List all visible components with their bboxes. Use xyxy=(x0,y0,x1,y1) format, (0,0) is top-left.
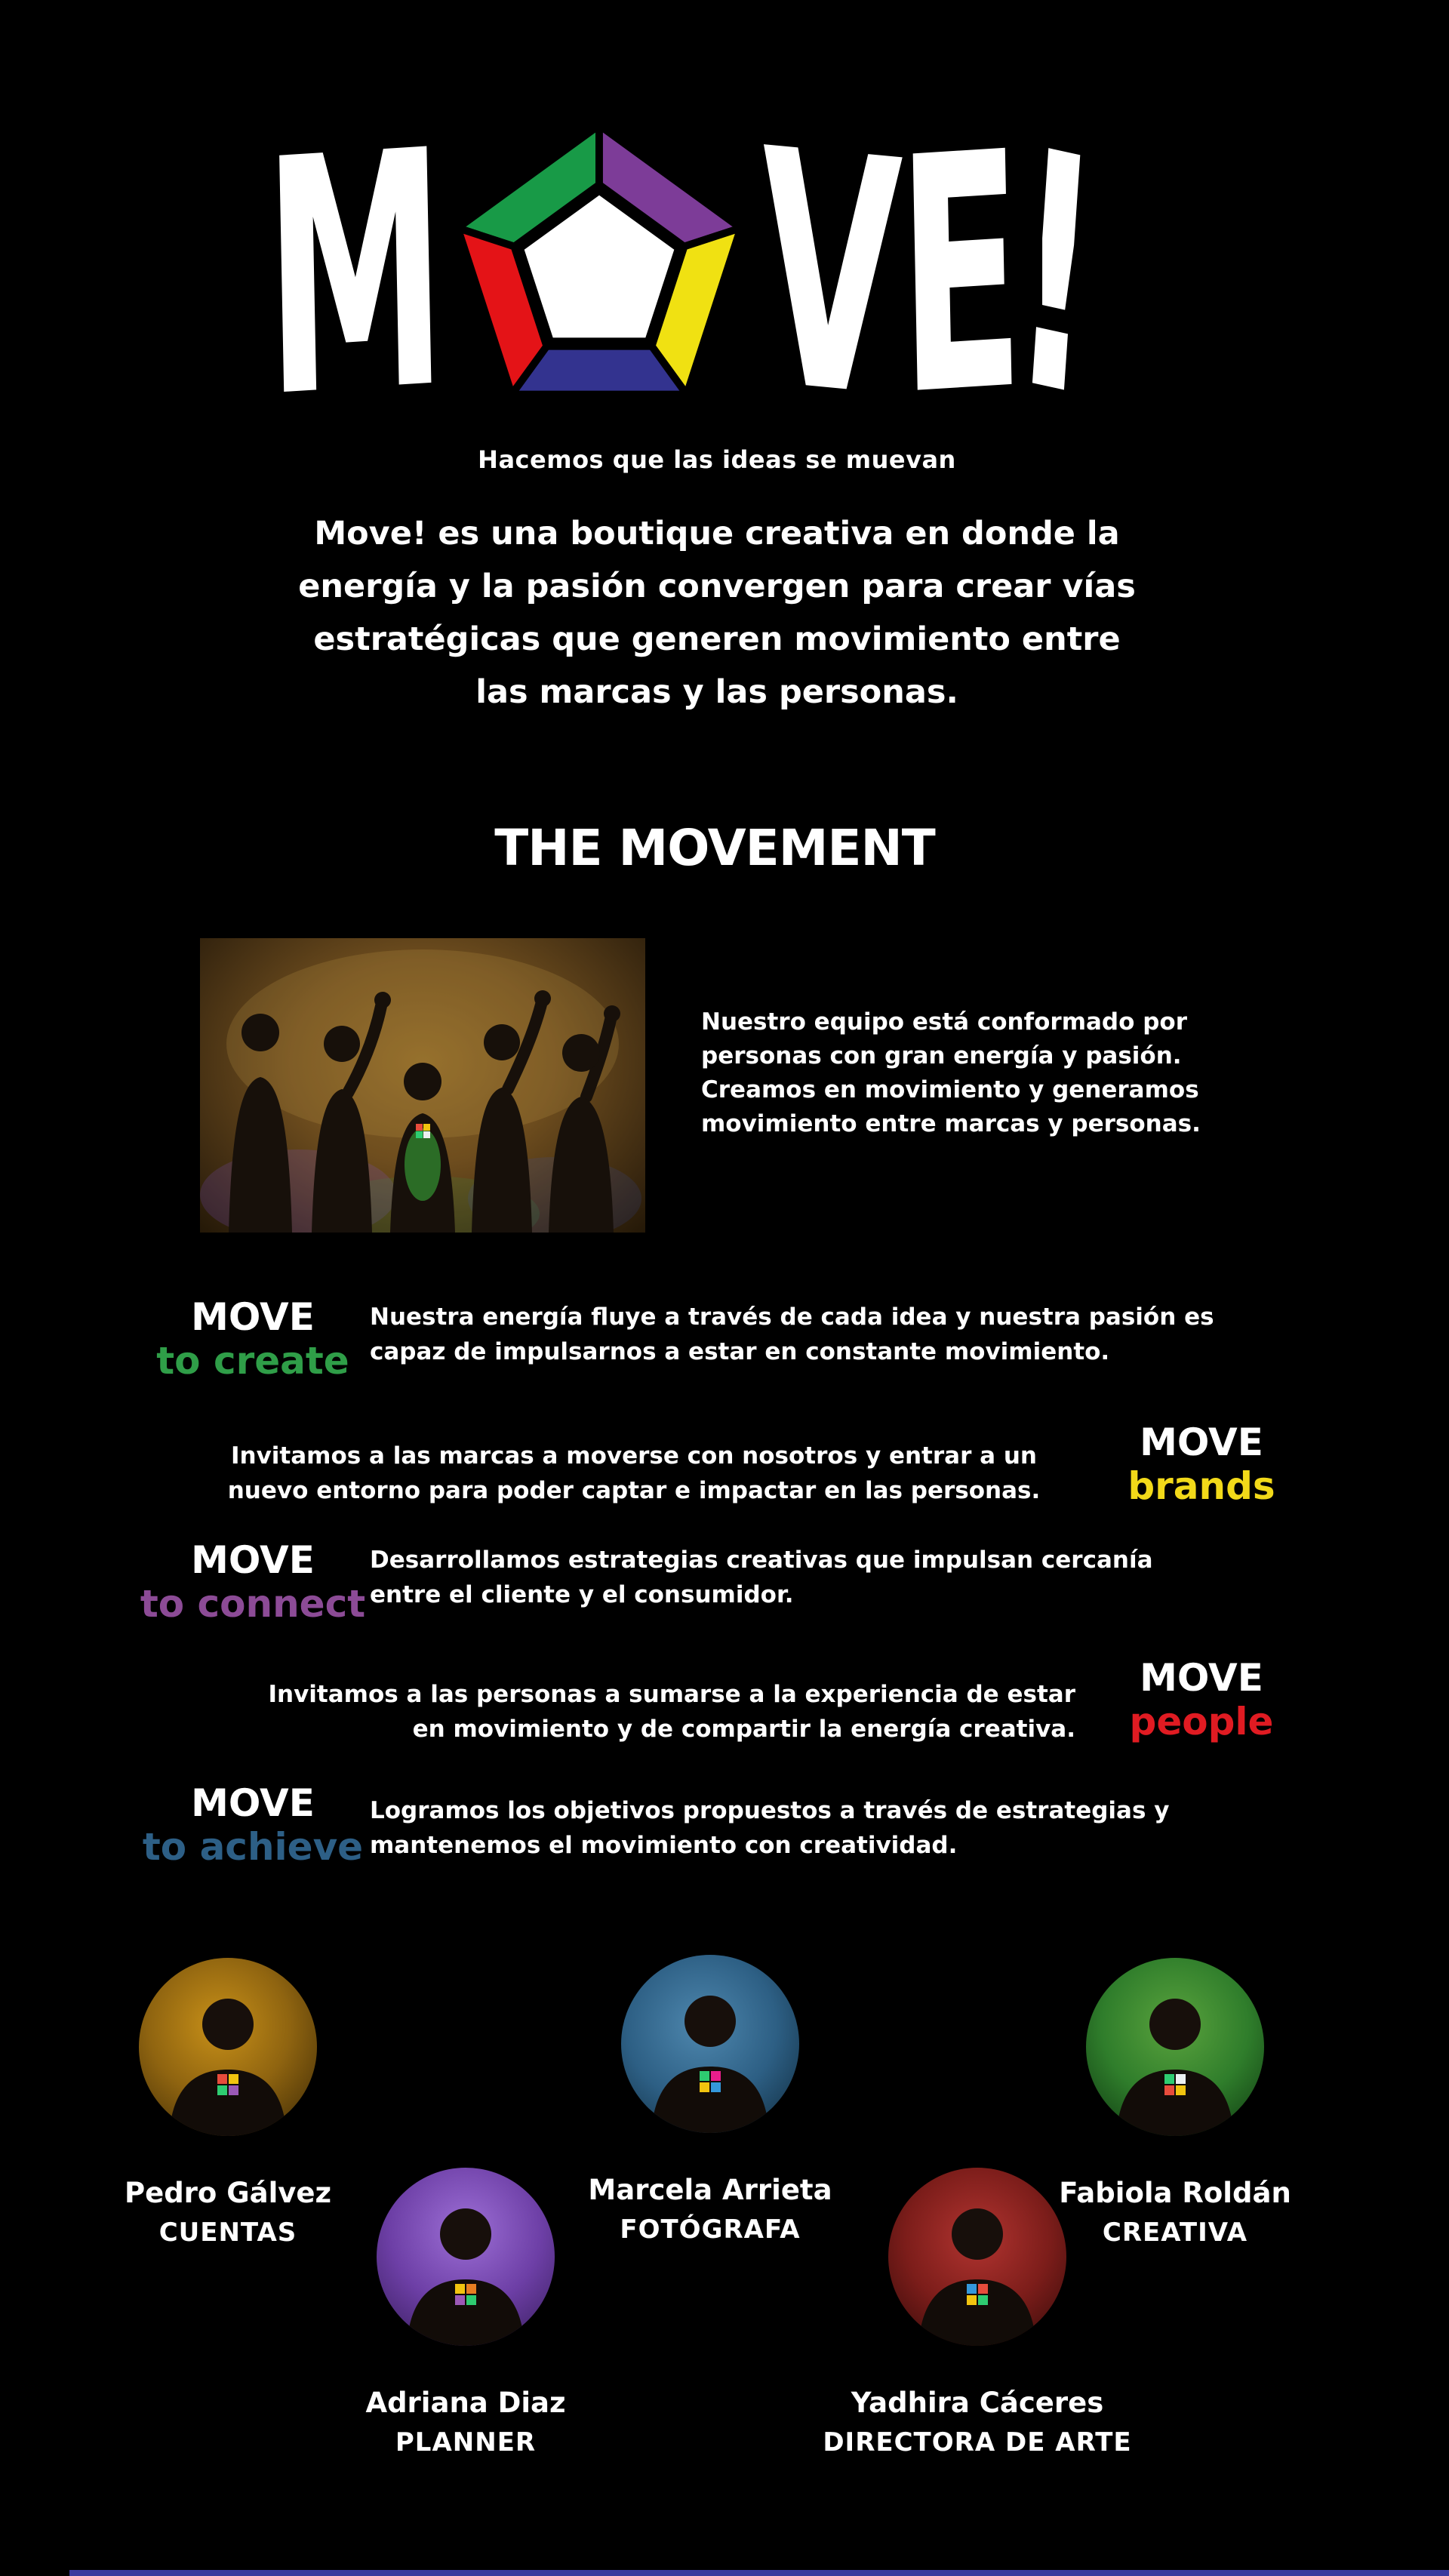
logo-letter-exclamation: ! xyxy=(1001,78,1110,472)
pillar-connect-move: MOVE xyxy=(191,1538,315,1582)
pillar-create-line: Nuestra energía fluye a través de cada idea y nuestra pasión es xyxy=(370,1303,1214,1331)
pillar-people-line: Invitamos a las personas a sumarse a la experiencia de estar xyxy=(268,1681,1075,1708)
person-silhouette-icon xyxy=(1086,1958,1264,2136)
pillar-achieve-move: MOVE xyxy=(191,1781,315,1825)
person-silhouette-icon xyxy=(139,1958,317,2136)
avatar-adriana xyxy=(377,2168,555,2346)
pillar-people-line: en movimiento y de compartir la energía creativa. xyxy=(412,1716,1075,1743)
team-group-photo-illustration xyxy=(200,938,645,1233)
pillar-people-move: MOVE xyxy=(1140,1656,1263,1700)
team-description-line: Creamos en movimiento y generamos xyxy=(701,1076,1199,1103)
section-heading-the-movement: THE MOVEMENT xyxy=(494,819,935,877)
pillar-brands-label xyxy=(1073,1420,1330,1508)
team-member-adriana xyxy=(292,2168,639,2458)
pillar-achieve-text xyxy=(370,1793,1306,1863)
pillar-achieve-line: mantenemos el movimiento con creatividad. xyxy=(370,1832,958,1859)
pillar-achieve-line: Logramos los objetivos propuestos a través de estrategias y xyxy=(370,1797,1170,1824)
pillar-create-label xyxy=(125,1295,381,1383)
intro-paragraph xyxy=(0,507,1434,719)
intro-line: las marcas y las personas. xyxy=(475,673,958,711)
avatar-pedro xyxy=(139,1958,317,2136)
logo-letter-v: V xyxy=(753,80,906,471)
avatar-marcela xyxy=(621,1955,799,2133)
pillar-people-label xyxy=(1073,1656,1330,1743)
pillar-create-line: capaz de impulsarnos a estar en constante movimiento. xyxy=(370,1338,1110,1365)
avatar-fabiola xyxy=(1086,1958,1264,2136)
bottom-accent-bar xyxy=(69,2570,1449,2576)
pillar-connect-line: Desarrollamos estrategias creativas que impulsan cercanía xyxy=(370,1547,1153,1574)
pillar-brands-move: MOVE xyxy=(1140,1420,1263,1464)
team-description-line: movimiento entre marcas y personas. xyxy=(701,1110,1201,1137)
intro-line: energía y la pasión convergen para crear vías xyxy=(298,568,1136,605)
pillar-people-sub: people xyxy=(1129,1700,1274,1743)
pillar-connect-line: entre el cliente y el consumidor. xyxy=(370,1581,794,1608)
person-silhouette-icon xyxy=(621,1955,799,2133)
avatar-yadhira xyxy=(888,2168,1066,2346)
pillar-brands-text xyxy=(185,1439,1083,1508)
pillar-achieve-sub: to achieve xyxy=(142,1825,364,1869)
pillar-connect-text xyxy=(370,1543,1253,1612)
team-description xyxy=(701,1005,1305,1141)
pillar-create-sub: to create xyxy=(156,1339,349,1383)
team-description-line: personas con gran energía y pasión. xyxy=(701,1042,1182,1069)
intro-line: estratégicas que generen movimiento entre xyxy=(313,620,1121,658)
intro-line: Move! es una boutique creativa en donde la xyxy=(314,515,1120,552)
member-role: FOTÓGRAFA xyxy=(620,2214,801,2245)
pillar-brands-sub: brands xyxy=(1128,1464,1275,1508)
team-member-yadhira xyxy=(804,2168,1151,2458)
person-silhouette-icon xyxy=(888,2168,1066,2346)
logo-letter-e: E xyxy=(894,83,1027,468)
member-name: Adriana Diaz xyxy=(365,2387,566,2419)
team-description-line: Nuestro equipo está conformado por xyxy=(701,1008,1187,1036)
team-group-photo xyxy=(200,938,645,1233)
pillar-create-move: MOVE xyxy=(191,1295,315,1339)
member-role: CUENTAS xyxy=(158,2217,297,2248)
member-name: Pedro Gálvez xyxy=(124,2177,331,2209)
member-role: PLANNER xyxy=(395,2427,537,2458)
person-silhouette-icon xyxy=(377,2168,555,2346)
member-role: CREATIVA xyxy=(1102,2217,1248,2248)
pillar-brands-line: Invitamos a las marcas a moverse con nosotros y entrar a un xyxy=(230,1442,1038,1470)
member-name: Marcela Arrieta xyxy=(588,2174,832,2206)
pillar-create-text xyxy=(370,1300,1306,1369)
tagline: Hacemos que las ideas se muevan xyxy=(478,445,956,474)
pillar-connect-sub: to connect xyxy=(140,1582,366,1626)
logo-letter-m: M xyxy=(261,81,450,470)
pillar-connect-label xyxy=(125,1538,381,1626)
member-name: Fabiola Roldán xyxy=(1059,2177,1291,2209)
pillar-achieve-label xyxy=(125,1781,381,1869)
pillar-brands-line: nuevo entorno para poder captar e impactar en las personas. xyxy=(227,1477,1041,1504)
member-name: Yadhira Cáceres xyxy=(851,2387,1104,2419)
pillar-people-text xyxy=(185,1677,1075,1747)
member-role: DIRECTORA DE ARTE xyxy=(823,2427,1132,2458)
logo-pentagon-icon xyxy=(449,118,749,433)
